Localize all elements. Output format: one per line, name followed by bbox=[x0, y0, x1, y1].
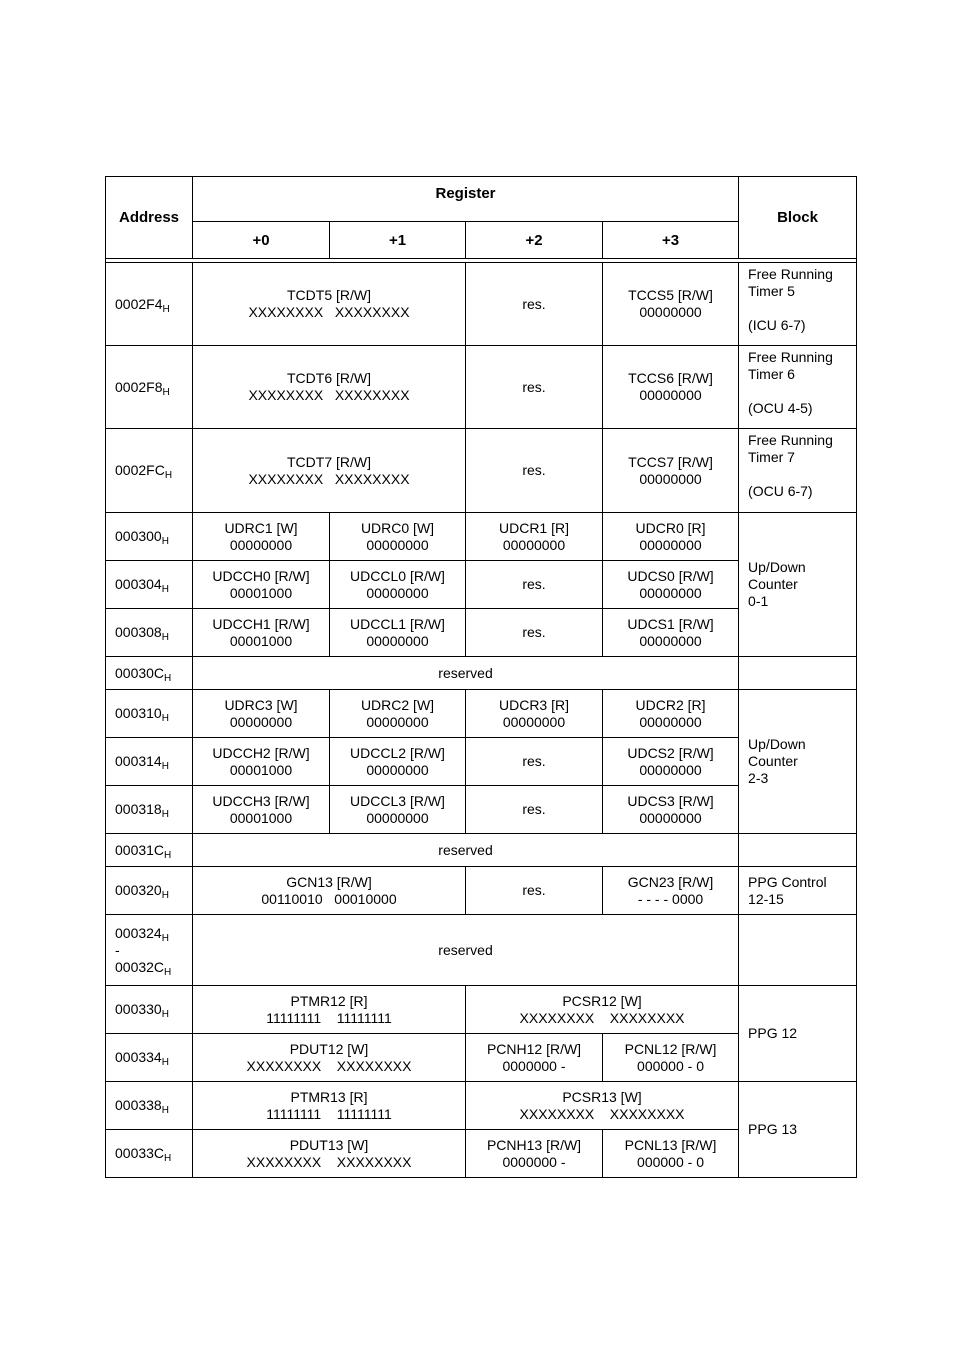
address-cell: $000334_H$ bbox=[106, 1034, 193, 1082]
header-register: Register bbox=[193, 177, 739, 222]
register-cell: UDCCH2 [R/W] 00001000 bbox=[193, 738, 330, 786]
block-cell: Up/Down Counter 0-1 bbox=[739, 513, 857, 657]
address-cell: $000320_H$ bbox=[106, 867, 193, 915]
register-cell: PDUT12 [W] XXXXXXXX XXXXXXXX bbox=[193, 1034, 466, 1082]
block-cell bbox=[739, 657, 857, 690]
address-cell: $0002FC_H$ bbox=[106, 429, 193, 513]
register-cell: UDCS3 [R/W] 00000000 bbox=[603, 786, 739, 834]
address-cell: $000330_H$ bbox=[106, 986, 193, 1034]
block-cell: Free Running Timer 5 (ICU 6-7) bbox=[739, 263, 857, 346]
address-cell: $000300_H$ bbox=[106, 513, 193, 561]
register-cell: PCNH12 [R/W] 0000000 - bbox=[466, 1034, 603, 1082]
register-cell: PCNL13 [R/W] 000000 - 0 bbox=[603, 1130, 739, 1178]
register-cell: GCN13 [R/W] 00110010 00010000 bbox=[193, 867, 466, 915]
address-cell: $000310_H$ bbox=[106, 690, 193, 738]
register-cell: UDRC3 [W] 00000000 bbox=[193, 690, 330, 738]
register-cell: PCSR13 [W] XXXXXXXX XXXXXXXX bbox=[466, 1082, 739, 1130]
table-row bbox=[106, 834, 857, 867]
register-cell: PDUT13 [W] XXXXXXXX XXXXXXXX bbox=[193, 1130, 466, 1178]
register-cell: res. bbox=[466, 609, 603, 657]
address-cell: $000314_H$ bbox=[106, 738, 193, 786]
table-row bbox=[106, 867, 857, 915]
address-cell: $000324_H$ - $00032C_H$ bbox=[106, 915, 193, 986]
register-cell: PTMR13 [R] 11111111 11111111 bbox=[193, 1082, 466, 1130]
register-cell: UDCR3 [R] 00000000 bbox=[466, 690, 603, 738]
register-cell: res. bbox=[466, 561, 603, 609]
address-cell: $000308_H$ bbox=[106, 609, 193, 657]
register-cell: res. bbox=[466, 263, 603, 346]
register-cell: TCDT7 [R/W] XXXXXXXX XXXXXXXX bbox=[193, 429, 466, 513]
register-cell: UDCCL3 [R/W] 00000000 bbox=[330, 786, 466, 834]
header-address: Address bbox=[106, 177, 193, 259]
table-row bbox=[106, 690, 857, 738]
address-cell: $0002F4_H$ bbox=[106, 263, 193, 346]
address-cell: $000318_H$ bbox=[106, 786, 193, 834]
register-cell: PCSR12 [W] XXXXXXXX XXXXXXXX bbox=[466, 986, 739, 1034]
register-cell: GCN23 [R/W] - - - - 0000 bbox=[603, 867, 739, 915]
table-row bbox=[106, 429, 857, 513]
block-cell: PPG Control 12-15 bbox=[739, 867, 857, 915]
table-row bbox=[106, 1082, 857, 1130]
register-cell: res. bbox=[466, 786, 603, 834]
register-cell: UDCCL2 [R/W] 00000000 bbox=[330, 738, 466, 786]
register-cell: UDCCL0 [R/W] 00000000 bbox=[330, 561, 466, 609]
register-cell: UDCCH1 [R/W] 00001000 bbox=[193, 609, 330, 657]
block-cell: PPG 13 bbox=[739, 1082, 857, 1178]
register-cell: UDRC0 [W] 00000000 bbox=[330, 513, 466, 561]
address-cell: $000304_H$ bbox=[106, 561, 193, 609]
register-cell: TCDT5 [R/W] XXXXXXXX XXXXXXXX bbox=[193, 263, 466, 346]
register-cell: UDCCH3 [R/W] 00001000 bbox=[193, 786, 330, 834]
register-cell: UDCCH0 [R/W] 00001000 bbox=[193, 561, 330, 609]
register-cell: UDRC1 [W] 00000000 bbox=[193, 513, 330, 561]
header-offset-2: +2 bbox=[466, 222, 603, 259]
block-cell: Free Running Timer 7 (OCU 6-7) bbox=[739, 429, 857, 513]
block-cell: PPG 12 bbox=[739, 986, 857, 1082]
register-cell: UDCS0 [R/W] 00000000 bbox=[603, 561, 739, 609]
table-row bbox=[106, 657, 857, 690]
register-cell: UDCR1 [R] 00000000 bbox=[466, 513, 603, 561]
register-cell: UDCS1 [R/W] 00000000 bbox=[603, 609, 739, 657]
register-cell: PCNL12 [R/W] 000000 - 0 bbox=[603, 1034, 739, 1082]
block-cell: Up/Down Counter 2-3 bbox=[739, 690, 857, 834]
block-cell bbox=[739, 834, 857, 867]
block-cell bbox=[739, 915, 857, 986]
address-cell: $00033C_H$ bbox=[106, 1130, 193, 1178]
register-cell: UDCR2 [R] 00000000 bbox=[603, 690, 739, 738]
register-cell: TCCS6 [R/W] 00000000 bbox=[603, 346, 739, 429]
table-row bbox=[106, 915, 857, 986]
register-cell: UDCCL1 [R/W] 00000000 bbox=[330, 609, 466, 657]
header-offset-0: +0 bbox=[193, 222, 330, 259]
register-cell: PCNH13 [R/W] 0000000 - bbox=[466, 1130, 603, 1178]
register-map-table bbox=[105, 176, 857, 1178]
header-offset-3: +3 bbox=[603, 222, 739, 259]
register-cell: UDRC2 [W] 00000000 bbox=[330, 690, 466, 738]
table-row bbox=[106, 263, 857, 346]
address-cell: $00031C_H$ bbox=[106, 834, 193, 867]
register-cell: TCCS5 [R/W] 00000000 bbox=[603, 263, 739, 346]
register-cell: res. bbox=[466, 867, 603, 915]
reserved-cell: reserved bbox=[193, 834, 739, 867]
register-cell: res. bbox=[466, 429, 603, 513]
reserved-cell: reserved bbox=[193, 657, 739, 690]
address-cell: $00030C_H$ bbox=[106, 657, 193, 690]
reserved-cell: reserved bbox=[193, 915, 739, 986]
register-cell: PTMR12 [R] 11111111 11111111 bbox=[193, 986, 466, 1034]
table-row bbox=[106, 986, 857, 1034]
table-row bbox=[106, 513, 857, 561]
register-cell: UDCR0 [R] 00000000 bbox=[603, 513, 739, 561]
register-cell: UDCS2 [R/W] 00000000 bbox=[603, 738, 739, 786]
address-cell: $0002F8_H$ bbox=[106, 346, 193, 429]
table-row bbox=[106, 346, 857, 429]
register-cell: TCDT6 [R/W] XXXXXXXX XXXXXXXX bbox=[193, 346, 466, 429]
header-offset-1: +1 bbox=[330, 222, 466, 259]
register-cell: res. bbox=[466, 738, 603, 786]
register-cell: TCCS7 [R/W] 00000000 bbox=[603, 429, 739, 513]
address-cell: $000338_H$ bbox=[106, 1082, 193, 1130]
header-block: Block bbox=[739, 177, 857, 259]
block-cell: Free Running Timer 6 (OCU 4-5) bbox=[739, 346, 857, 429]
register-cell: res. bbox=[466, 346, 603, 429]
